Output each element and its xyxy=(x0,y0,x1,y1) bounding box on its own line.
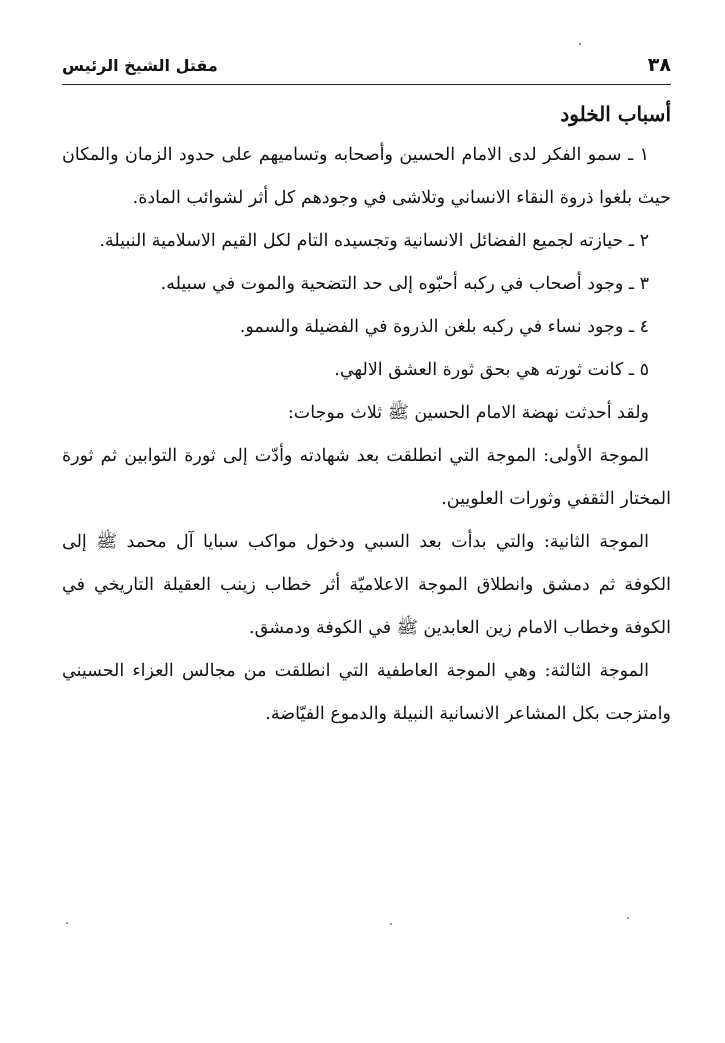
running-title: مقتل الشيخ الرئيس xyxy=(62,55,218,75)
section-heading: أسباب الخلود xyxy=(560,102,671,126)
third-wave-paragraph: الموجة الثالثة: وهي الموجة العاطفية التي انطلقت من مجالس العزاء الحسيني وامتزجت بكل المشاعر الانسانية النبيلة والدموع الفيّاضة. xyxy=(62,661,671,724)
first-wave-paragraph: الموجة الأولى: الموجة التي انطلقت بعد شهادته وأدّت إلى ثورة التوابين ثم ثورة المختار الثقفي وثورات العلويين. xyxy=(62,446,671,509)
reason-4-paragraph: ٤ ـ وجود نساء في ركبه بلغن الذروة في الفضيلة والسمو. xyxy=(239,317,649,337)
page-body xyxy=(62,96,671,736)
scan-speck xyxy=(627,917,629,919)
reason-1-paragraph: ١ ـ سمو الفكر لدى الامام الحسين وأصحابه وتساميهم على حدود الزمان والمكان حيث بلغوا ذروة النقاء الانساني وتلاشى في وجودهم كل أثر لشوائب المادة. xyxy=(62,145,671,208)
reason-3-paragraph: ٣ ـ وجود أصحاب في ركبه أحبّوه إلى حد التضحية والموت في سبيله. xyxy=(160,274,649,294)
scan-speck xyxy=(390,923,392,925)
header-rule xyxy=(62,84,671,85)
reason-2-paragraph: ٢ ـ حيازته لجميع الفضائل الانسانية وتجسيده التام لكل القيم الاسلامية النبيلة. xyxy=(99,231,649,251)
reason-5-paragraph: ٥ ـ كانت ثورته هي بحق ثورة العشق الالهي. xyxy=(334,360,649,380)
waves-intro-paragraph: ولقد أحدثت نهضة الامام الحسين ﷺ ثلاث موجات: xyxy=(287,403,649,423)
scan-speck xyxy=(579,43,581,45)
page-header xyxy=(62,48,671,82)
page-number: ٣٨ xyxy=(647,54,671,76)
second-wave-paragraph: الموجة الثانية: والتي بدأت بعد السبي ودخول مواكب سبايا آل محمد ﷺ إلى الكوفة ثم دمشق وانطلاق الموجة الاعلاميّة أثر خطاب زينب العقيلة التاريخي في الكوفة وخطاب الامام زين العابدين ﷺ في الكوفة ودمشق. xyxy=(62,532,671,638)
scan-speck xyxy=(66,922,68,924)
